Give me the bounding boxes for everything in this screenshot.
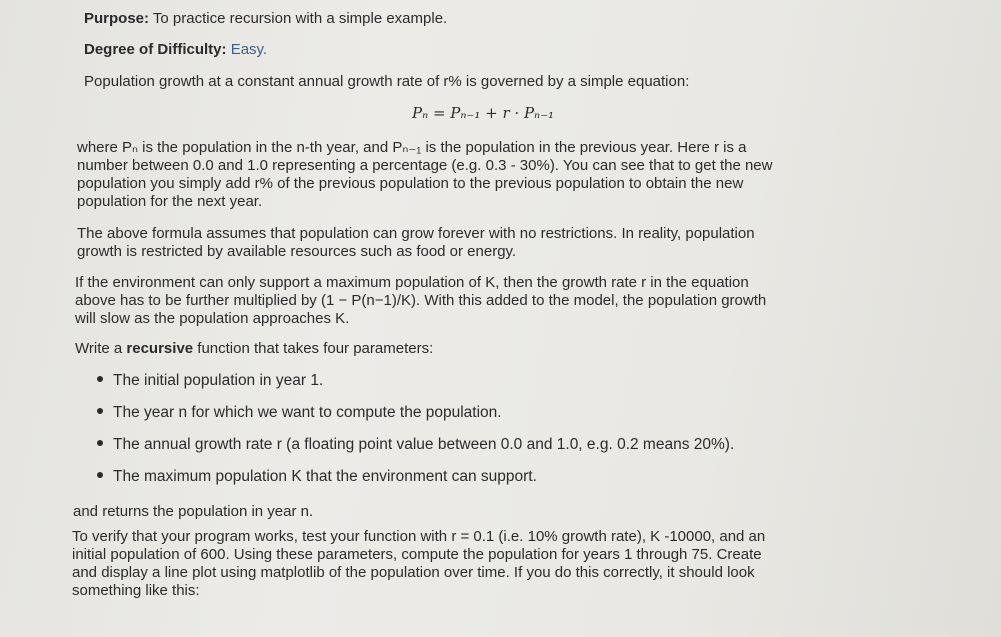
- list-item: [97, 404, 502, 422]
- task-before: Write a: [75, 340, 127, 357]
- returns-line: and returns the population in year n.: [73, 503, 314, 520]
- paragraph-line: If the environment can only support a maximum population of K, then the growth rate r in the equation: [75, 274, 749, 291]
- difficulty-line: [84, 41, 267, 59]
- list-item-text: The year n for which we want to compute the population.: [113, 404, 502, 421]
- paragraph-line: where Pₙ is the population in the n-th year, and Pₙ₋₁ is the population in the previous year. Here r is a: [77, 139, 747, 156]
- paragraph-line: To verify that your program works, test your function with r = 0.1 (i.e. 10% growth rate), K -10000, and an: [72, 528, 766, 545]
- paragraph-assumption: [77, 225, 912, 261]
- purpose-text: To practice recursion with a simple example.: [152, 10, 448, 27]
- paragraph-line: growth is restricted by available resources such as food or energy.: [77, 243, 517, 260]
- paragraph-limit: [75, 274, 910, 328]
- purpose-line: [84, 10, 447, 28]
- paragraph-line: number between 0.0 and 1.0 representing a percentage (e.g. 0.3 - 30%). You can see that to get the new: [77, 157, 773, 174]
- purpose-label: Purpose:: [84, 10, 150, 27]
- difficulty-label: Degree of Difficulty:: [84, 41, 227, 58]
- paragraph-line: above has to be further multiplied by (1 − P(n−1)/K). With this added to the model, the population growth: [75, 292, 767, 309]
- paragraph-line: something like this:: [72, 582, 200, 599]
- difficulty-value: Easy.: [230, 41, 268, 58]
- bullet-icon: [97, 376, 103, 382]
- growth-equation: Pₙ = Pₙ₋₁ + r · Pₙ₋₁: [412, 104, 555, 122]
- list-item: [97, 468, 537, 486]
- bullet-icon: [97, 472, 103, 478]
- paragraph-line: and display a line plot using matplotlib of the population over time. If you do this correctly, it should look: [72, 564, 755, 581]
- list-item: [97, 372, 323, 390]
- paragraph-line: will slow as the population approaches K.: [75, 310, 350, 327]
- task-bold: recursive: [126, 340, 194, 357]
- list-item-text: The initial population in year 1.: [113, 372, 324, 389]
- bullet-icon: [97, 408, 103, 414]
- paragraph-line: population for the next year.: [77, 193, 263, 210]
- paragraph-line: The above formula assumes that population can grow forever with no restrictions. In reality, population: [77, 225, 755, 242]
- paragraph-line: population you simply add r% of the previous population to the previous population to obtain the new: [77, 175, 744, 192]
- list-item-text: The annual growth rate r (a floating point value between 0.0 and 1.0, e.g. 0.2 means 20%).: [113, 436, 735, 453]
- task-line: [75, 340, 433, 358]
- list-item-text: The maximum population K that the environment can support.: [113, 468, 537, 485]
- list-item: [97, 436, 734, 454]
- bullet-icon: [97, 440, 103, 446]
- intro-text: Population growth at a constant annual growth rate of r% is governed by a simple equation:: [84, 73, 690, 90]
- paragraph-line: initial population of 600. Using these parameters, compute the population for years 1 through 75. Create: [72, 546, 762, 563]
- paragraph-verify: [72, 528, 907, 600]
- task-after: function that takes four parameters:: [193, 340, 434, 357]
- paragraph-definitions: [77, 139, 912, 211]
